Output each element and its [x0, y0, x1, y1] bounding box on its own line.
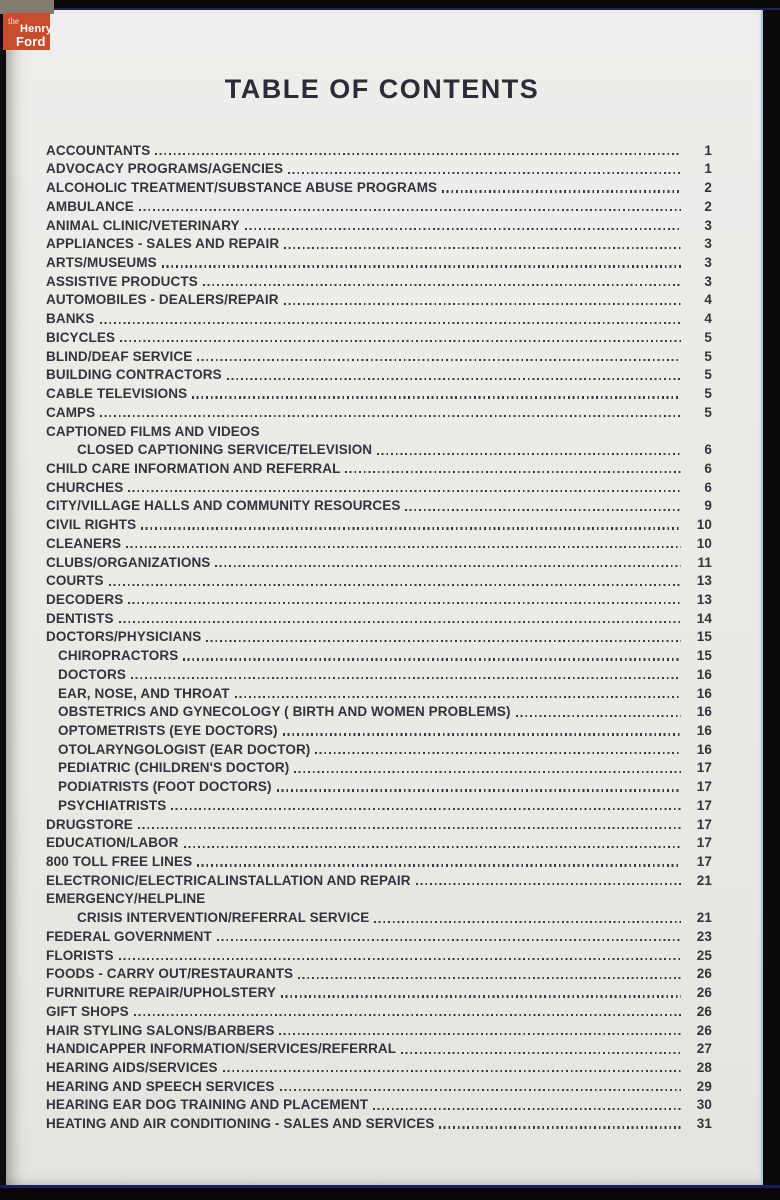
toc-page-number: 23	[696, 928, 712, 944]
dotted-leader	[141, 527, 681, 529]
dotted-leader	[416, 883, 681, 885]
dotted-leader	[377, 453, 681, 455]
toc-page-number: 6	[704, 460, 712, 476]
toc-entry-label: FEDERAL GOVERNMENT	[46, 928, 212, 944]
toc-row	[46, 738, 712, 757]
toc-entry-label: BLIND/DEAF SERVICE	[46, 348, 193, 364]
dotted-leader	[227, 378, 681, 380]
toc-page-number: 17	[696, 797, 712, 813]
toc-entry-label: HANDICAPPER INFORMATION/SERVICES/REFERRAL	[46, 1041, 397, 1057]
toc-row	[46, 813, 712, 832]
dotted-leader	[345, 471, 681, 473]
toc-row	[46, 1019, 712, 1038]
toc-entry-label: FURNITURE REPAIR/UPHOLSTERY	[46, 985, 276, 1001]
toc-page-number: 9	[704, 498, 712, 514]
toc-entry-label: CABLE TELEVISIONS	[46, 386, 188, 402]
toc-entry-label: DENTISTS	[46, 610, 114, 626]
dotted-leader	[184, 846, 682, 848]
toc-page-number: 10	[696, 535, 712, 551]
toc-page-number: 26	[696, 1022, 712, 1038]
toc-row	[46, 214, 712, 233]
dotted-leader	[215, 565, 681, 567]
toc-page-number: 3	[704, 273, 712, 289]
toc-entry-label: HEARING AND SPEECH SERVICES	[46, 1078, 275, 1094]
toc-entry-label: BICYCLES	[46, 329, 116, 345]
toc-row	[46, 888, 712, 907]
toc-entry-label: DOCTORS	[58, 666, 126, 682]
toc-page-number: 21	[696, 872, 712, 888]
dotted-leader	[138, 827, 681, 829]
toc-row	[46, 963, 712, 982]
toc-entry-label: ARTS/MUSEUMS	[46, 255, 157, 271]
toc-row	[46, 775, 712, 794]
dotted-leader	[162, 265, 681, 267]
toc-entry-label: BUILDING CONTRACTORS	[46, 367, 222, 383]
dotted-leader	[134, 1014, 681, 1016]
toc-entry-label: OBSTETRICS AND GYNECOLOGY ( BIRTH AND WOMEN PROBLEMS)	[58, 704, 511, 720]
scan-top-edge	[0, 0, 780, 10]
toc-row	[46, 1038, 712, 1057]
dotted-leader	[192, 396, 681, 398]
toc-entry-label: CAPTIONED FILMS AND VIDEOS	[46, 423, 260, 439]
toc-entry-label: CRISIS INTERVENTION/REFERRAL SERVICE	[77, 910, 370, 926]
toc-page-number: 28	[696, 1059, 712, 1075]
dotted-leader	[298, 977, 681, 979]
toc-page-number: 26	[696, 966, 712, 982]
toc-page-number: 5	[704, 404, 712, 420]
toc-page-number: 1	[704, 142, 712, 158]
toc-page-number: 5	[704, 329, 712, 345]
toc-entry-label: EAR, NOSE, AND THROAT	[58, 685, 230, 701]
toc-page-number: 30	[696, 1097, 712, 1113]
toc-row	[46, 139, 712, 158]
toc-entry-label: HEARING EAR DOG TRAINING AND PLACEMENT	[46, 1097, 369, 1113]
logo-the-text: the	[8, 16, 19, 26]
toc-row	[46, 701, 712, 720]
dotted-leader	[373, 1108, 681, 1110]
toc-row	[46, 588, 712, 607]
toc-row	[46, 401, 712, 420]
dotted-leader	[281, 995, 681, 997]
dotted-leader	[197, 864, 681, 866]
toc-row	[46, 869, 712, 888]
toc-row	[46, 607, 712, 626]
toc-entry-label: CITY/VILLAGE HALLS AND COMMUNITY RESOURCES	[46, 498, 401, 514]
dotted-leader	[284, 303, 681, 305]
dotted-leader	[197, 359, 681, 361]
toc-entry-label: HEATING AND AIR CONDITIONING - SALES AND SERVICES	[46, 1116, 435, 1132]
toc-entry-label: EDUCATION/LABOR	[46, 835, 179, 851]
toc-row	[46, 944, 712, 963]
toc-row	[46, 1000, 712, 1019]
dotted-leader	[374, 921, 681, 923]
toc-page-number: 26	[696, 1003, 712, 1019]
dotted-leader	[139, 209, 681, 211]
toc-entry-label: DECODERS	[46, 591, 124, 607]
toc-page-number: 16	[696, 666, 712, 682]
dotted-leader	[245, 228, 681, 230]
toc-row	[46, 495, 712, 514]
dotted-leader	[100, 322, 681, 324]
toc-row	[46, 307, 712, 326]
toc-row	[46, 682, 712, 701]
toc-row	[46, 1075, 712, 1094]
toc-page-number: 27	[696, 1041, 712, 1057]
dotted-leader	[277, 789, 681, 791]
toc-row	[46, 289, 712, 308]
toc-entry-label: OTOLARYNGOLOGIST (EAR DOCTOR)	[58, 741, 311, 757]
dotted-leader	[283, 733, 681, 735]
toc-entry-label: DOCTORS/PHYSICIANS	[46, 629, 202, 645]
toc-entry-label: PODIATRISTS (FOOT DOCTORS)	[58, 779, 272, 795]
dotted-leader	[280, 1089, 682, 1091]
dotted-leader	[401, 1052, 681, 1054]
toc-row	[46, 158, 712, 177]
toc-row	[46, 382, 712, 401]
toc-entry-label: BANKS	[46, 311, 95, 327]
dotted-leader	[171, 808, 681, 810]
toc-entry-label: PEDIATRIC (CHILDREN'S DOCTOR)	[58, 760, 290, 776]
toc-page-number: 26	[696, 985, 712, 1001]
toc-page-number: 3	[704, 255, 712, 271]
dotted-leader	[223, 1070, 681, 1072]
toc-page-number: 17	[696, 779, 712, 795]
toc-row	[46, 719, 712, 738]
toc-row	[46, 1112, 712, 1131]
toc-page-number: 17	[696, 854, 712, 870]
dotted-leader	[183, 658, 681, 660]
toc-row	[46, 233, 712, 252]
toc-page-number: 21	[696, 910, 712, 926]
dotted-leader	[155, 153, 681, 155]
toc-entry-label: COURTS	[46, 573, 104, 589]
toc-row	[46, 757, 712, 776]
toc-row	[46, 457, 712, 476]
toc-page-number: 5	[704, 386, 712, 402]
toc-page-number: 10	[696, 517, 712, 533]
toc-page-number: 31	[696, 1116, 712, 1132]
toc-entry-label: OPTOMETRISTS (EYE DOCTORS)	[58, 723, 278, 738]
dotted-leader	[439, 1126, 681, 1128]
toc-entry-label: DRUGSTORE	[46, 816, 133, 832]
toc-entry-label: ACCOUNTANTS	[46, 142, 151, 158]
dotted-leader	[109, 584, 681, 586]
henry-ford-logo	[3, 13, 53, 50]
toc-page-number: 17	[696, 760, 712, 776]
dotted-leader	[206, 640, 681, 642]
toc-page-number: 4	[704, 292, 712, 308]
dotted-leader	[235, 696, 681, 698]
toc-page-number: 17	[696, 816, 712, 832]
toc-entry-label: CLUBS/ORGANIZATIONS	[46, 554, 211, 570]
toc-entry-label: FLORISTS	[46, 947, 114, 963]
dotted-leader	[131, 677, 681, 679]
toc-row	[46, 439, 712, 458]
dotted-leader	[119, 621, 681, 623]
toc-row	[46, 195, 712, 214]
dotted-leader	[405, 509, 681, 511]
toc-row	[46, 270, 712, 289]
dotted-leader	[128, 602, 681, 604]
toc-entry-label: CAMPS	[46, 404, 96, 420]
toc-row	[46, 570, 712, 589]
dotted-leader	[126, 546, 681, 548]
toc-page-number: 16	[696, 704, 712, 720]
toc-row	[46, 925, 712, 944]
toc-row	[46, 906, 712, 925]
dotted-leader	[210, 902, 681, 904]
toc-row	[46, 364, 712, 383]
toc-row	[46, 850, 712, 869]
toc-entry-label: CLOSED CAPTIONING SERVICE/TELEVISION	[77, 442, 373, 458]
toc-entry-label: ANIMAL CLINIC/VETERINARY	[46, 217, 240, 233]
toc-entry-label: CHILD CARE INFORMATION AND REFERRAL	[46, 460, 341, 476]
dotted-leader	[315, 752, 681, 754]
toc-page-number: 5	[704, 367, 712, 383]
toc-row	[46, 626, 712, 645]
toc-page-number: 25	[696, 947, 712, 963]
toc-entry-label: GIFT SHOPS	[46, 1003, 129, 1019]
toc-page-number: 16	[696, 723, 712, 738]
toc-row	[46, 832, 712, 851]
toc-entry-label: AUTOMOBILES - DEALERS/REPAIR	[46, 292, 279, 308]
toc-page-number: 1	[704, 161, 712, 177]
toc-page-number: 13	[696, 591, 712, 607]
dotted-leader	[288, 172, 681, 174]
toc-row	[46, 251, 712, 270]
toc-page-number: 3	[704, 236, 712, 252]
dotted-leader	[100, 415, 681, 417]
toc-row	[46, 794, 712, 813]
logo-henry-text: Henry	[20, 23, 53, 35]
toc-page-number: 16	[696, 685, 712, 701]
toc-page-number: 13	[696, 573, 712, 589]
toc-entry-label: CHIROPRACTORS	[58, 648, 179, 664]
dotted-leader	[128, 490, 681, 492]
toc-entry-label: ASSISTIVE PRODUCTS	[46, 273, 198, 289]
toc-row	[46, 551, 712, 570]
dotted-leader	[284, 247, 681, 249]
toc-entry-label: CHURCHES	[46, 479, 124, 495]
toc-entry-label: ADVOCACY PROGRAMS/AGENCIES	[46, 161, 284, 177]
toc-row	[46, 420, 712, 439]
toc-entry-label: ELECTRONIC/ELECTRICALINSTALLATION AND REPAIR	[46, 872, 411, 888]
scan-bottom-edge	[0, 1185, 780, 1200]
toc-page-number: 6	[704, 479, 712, 495]
toc-page-number: 4	[704, 311, 712, 327]
toc-row	[46, 532, 712, 551]
toc-entry-label: APPLIANCES - SALES AND REPAIR	[46, 236, 280, 252]
logo-ford-text: Ford	[16, 34, 46, 49]
toc-page-number: 11	[697, 554, 712, 570]
page-title: TABLE OF CONTENTS	[224, 74, 540, 104]
toc-page-number: 16	[696, 741, 712, 757]
toc-page-number: 5	[704, 348, 712, 364]
toc-page-number: 14	[696, 610, 712, 626]
toc-entry-label: ALCOHOLIC TREATMENT/SUBSTANCE ABUSE PROGRAMS	[46, 180, 438, 196]
toc-entry-label: HEARING AIDS/SERVICES	[46, 1059, 218, 1075]
toc-entry-label: HAIR STYLING SALONS/BARBERS	[46, 1022, 275, 1038]
toc-row	[46, 513, 712, 532]
scan-corner-shade	[0, 0, 54, 14]
toc-page-number: 3	[704, 217, 712, 233]
toc-entry-label: CLEANERS	[46, 535, 122, 551]
dotted-leader	[265, 434, 681, 436]
toc-row	[46, 1094, 712, 1113]
toc-page-number: 29	[696, 1078, 712, 1094]
dotted-leader	[279, 1033, 681, 1035]
scan-right-edge	[761, 0, 780, 1200]
toc-row	[46, 176, 712, 195]
toc-page-number: 15	[696, 648, 712, 664]
dotted-leader	[442, 190, 681, 192]
toc-page-number: 17	[696, 835, 712, 851]
toc-page-number: 6	[704, 442, 712, 458]
table-of-contents	[46, 139, 712, 1131]
toc-row	[46, 644, 712, 663]
toc-entry-label: PSYCHIATRISTS	[58, 797, 167, 813]
dotted-leader	[119, 958, 681, 960]
dotted-leader	[217, 939, 681, 941]
toc-row	[46, 1056, 712, 1075]
toc-page-number: 15	[696, 629, 712, 645]
toc-row	[46, 476, 712, 495]
toc-entry-label: AMBULANCE	[46, 198, 134, 214]
toc-entry-label: FOODS - CARRY OUT/RESTAURANTS	[46, 966, 294, 982]
toc-row	[46, 326, 712, 345]
toc-entry-label: EMERGENCY/HELPLINE	[46, 891, 206, 907]
dotted-leader	[120, 340, 681, 342]
dotted-leader	[203, 284, 681, 286]
toc-entry-label: 800 TOLL FREE LINES	[46, 854, 193, 870]
toc-row	[46, 981, 712, 1000]
dotted-leader	[516, 715, 681, 717]
toc-page-number: 2	[704, 180, 712, 196]
toc-row	[46, 345, 712, 364]
toc-entry-label: CIVIL RIGHTS	[46, 517, 137, 533]
dotted-leader	[294, 771, 681, 773]
toc-row	[46, 663, 712, 682]
toc-page-number: 2	[704, 198, 712, 214]
